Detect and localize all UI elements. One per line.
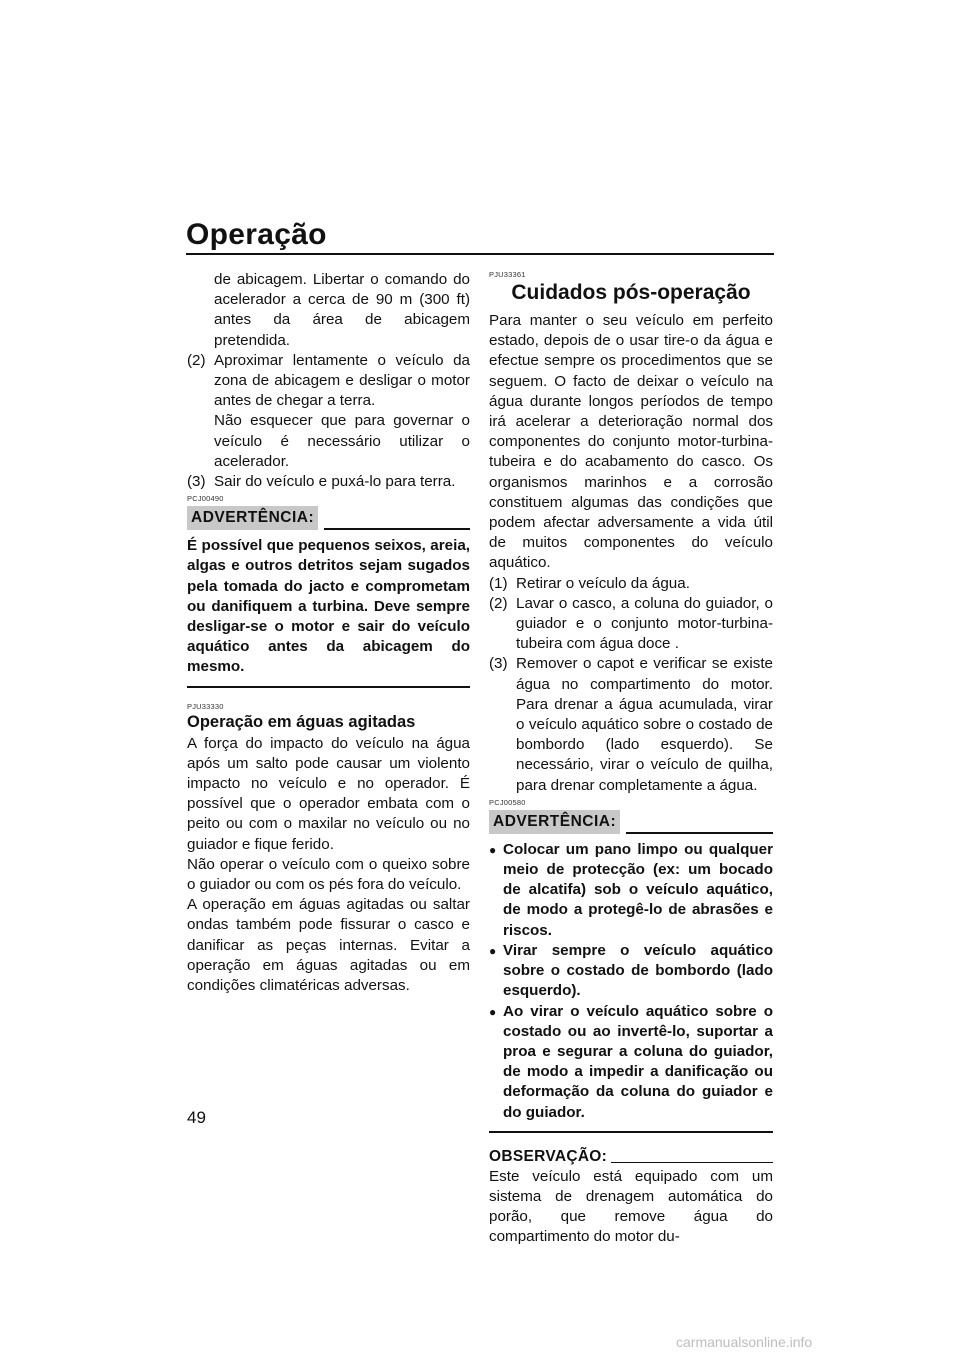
list-item-continuation: de abicagem. Libertar o comando do acelerador a cerca de 90 m (300 ft) antes da área de abicagem pretendida. bbox=[214, 271, 470, 349]
warning-bullet: ● Colocar um pano limpo ou qualquer meio de protecção (ex: um bocado de alcatifa) sob o veículo aquático, de modo a protegê-lo de abrasões e riscos. bbox=[489, 840, 773, 941]
warning-bullet: ● Ao virar o veículo aquático sobre o costado ou ao invertê-lo, suportar a proa e segurar a coluna do guiador, de modo a impedir a danificação ou deformação da coluna do guiador e do guiador. bbox=[489, 1002, 773, 1123]
paragraph: A força do impacto do veículo na água após um salto pode causar um violento impacto no veículo e no operador. É possível que o operador embata com o peito ou com o maxilar no veículo ou no guiador e fique ferido. bbox=[187, 734, 470, 853]
list-text-extra: Não esquecer que para governar o veículo é necessário utilizar o acelerador. bbox=[214, 412, 470, 470]
warning-header bbox=[187, 506, 470, 530]
list-item bbox=[489, 594, 773, 655]
watermark: carmanualsonline.info bbox=[676, 1334, 813, 1350]
section-heading: Operação em águas agitadas bbox=[187, 712, 416, 731]
list-text: Lavar o casco, a coluna do guiador, o guiador e o conjunto motor-turbina-tubeira com água doce . bbox=[516, 594, 773, 653]
note-rule bbox=[611, 1162, 773, 1163]
list-text: Aproximar lentamente o veículo da zona de abicagem e desligar o motor antes de chegar a terra. bbox=[214, 351, 470, 410]
warning-rule bbox=[324, 528, 470, 530]
list-number: (3) bbox=[187, 473, 206, 491]
list-text: Remover o capot e verificar se existe água no compartimento do motor. Para drenar a água acumulada, virar o veículo aquático sobre o costado de bombordo (lado esquerdo). Se necessário, virar o veículo de quilha, para drenar completamente a água. bbox=[516, 655, 773, 794]
list-item bbox=[187, 351, 470, 472]
warning-label: ADVERTÊNCIA: bbox=[187, 506, 318, 530]
list-number: (2) bbox=[187, 351, 206, 369]
note-text: Este veículo está equipado com um sistema de drenagem automática do porão, que remove água do compartimento do motor du- bbox=[489, 1167, 773, 1246]
warning-bottom-rule bbox=[187, 686, 470, 688]
list-item bbox=[187, 472, 470, 492]
paragraph: Não operar o veículo com o queixo sobre o guiador ou com os pés fora do veículo. bbox=[187, 855, 470, 894]
warning-label: ADVERTÊNCIA: bbox=[489, 810, 620, 834]
bullet-icon: ● bbox=[489, 1004, 497, 1019]
list-number: (3) bbox=[489, 655, 508, 673]
warning-header bbox=[489, 810, 773, 834]
list-number: (2) bbox=[489, 594, 508, 612]
right-column bbox=[489, 270, 773, 1248]
list-text: Retirar o veículo da água. bbox=[516, 574, 690, 592]
note-label: OBSERVAÇÃO: bbox=[489, 1147, 608, 1165]
paragraph: Para manter o seu veículo em perfeito estado, depois de o usar tire-o da água e efectue sempre os procedimentos que se seguem. O facto de deixar o veículo na água durante longos períodos de tempo irá acelerar a deterioração normal dos componentes do conjunto motor-turbina-tubeira e do acabamento do casco. Os organismos marinhos e a corrosão constituem algumas das condições que podem afectar adversamente a vida útil de muitos componentes do veículo aquático. bbox=[489, 312, 773, 572]
warning-bullet: ● Virar sempre o veículo aquático sobre o costado de bombordo (lado esquerdo). bbox=[489, 941, 773, 1002]
left-column bbox=[187, 270, 470, 996]
list-text: Sair do veículo e puxá-lo para terra. bbox=[214, 473, 456, 491]
warning-bottom-rule bbox=[489, 1131, 773, 1133]
reference-code: PJU33330 bbox=[187, 701, 224, 711]
reference-code: PCJ00580 bbox=[489, 797, 526, 807]
bullet-icon: ● bbox=[489, 943, 497, 958]
warning-rule bbox=[626, 832, 773, 834]
list-number: (1) bbox=[489, 574, 508, 592]
bullet-icon: ● bbox=[489, 842, 497, 857]
list-item bbox=[489, 654, 773, 795]
reference-code: PCJ00490 bbox=[187, 494, 224, 504]
reference-code: PJU33361 bbox=[489, 270, 526, 279]
list-item bbox=[489, 574, 773, 594]
paragraph: A operação em águas agitadas ou saltar ondas também pode fissurar o casco e danificar as peças internas. Evitar a operação em águas agitadas ou em condições climatéricas adversas. bbox=[187, 896, 470, 995]
header-rule bbox=[186, 253, 774, 255]
page-title: Operação bbox=[186, 218, 327, 251]
note-header bbox=[489, 1147, 773, 1167]
warning-list bbox=[489, 840, 773, 1123]
section-heading: Cuidados pós-operação bbox=[511, 281, 751, 304]
page-number: 49 bbox=[187, 1108, 206, 1127]
warning-text: É possível que pequenos seixos, areia, algas e outros detritos sejam sugados pela tomada do jacto e comprometam ou danifiquem a turbina. Deve sempre desligar-se o motor e sair do veículo aquático antes da abicagem do mesmo. bbox=[187, 537, 470, 676]
